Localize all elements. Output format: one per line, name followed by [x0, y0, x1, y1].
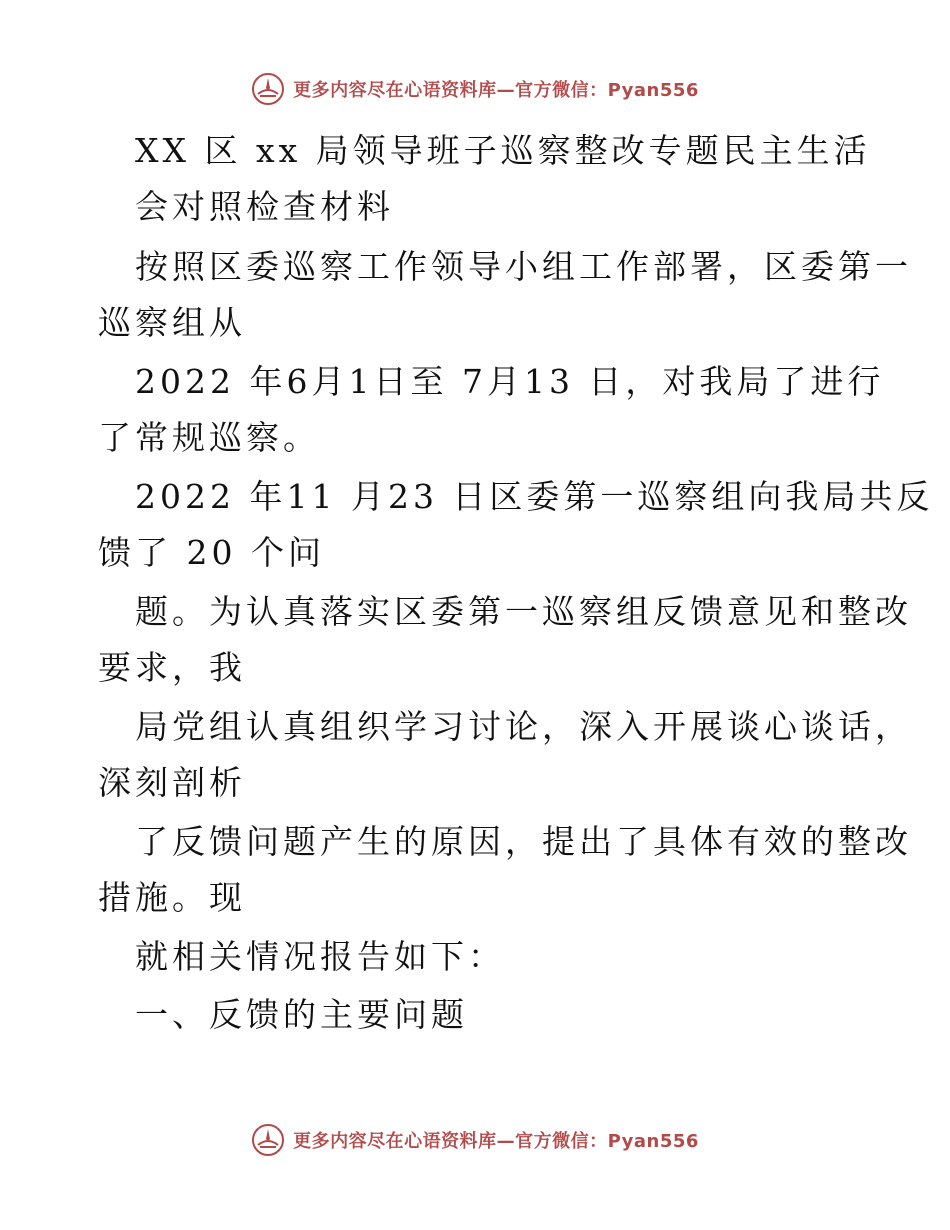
document-title-line-1: XX 区 xx 局领导班子巡察整改专题民主生活 [135, 131, 871, 170]
paragraph-line: 馈了 20 个问 [98, 533, 325, 572]
paragraph-line: 按照区委巡察工作领导小组工作部署，区委第一 [135, 247, 912, 286]
document-title-line-2: 会对照检查材料 [135, 187, 394, 226]
watermark-text: 更多内容尽在心语资料库—官方微信：Pyan556 [293, 80, 699, 101]
paragraph-line: 2022 年11 月23 日区委第一巡察组向我局共反 [135, 477, 934, 516]
paragraph-line: 巡察组从 [98, 303, 246, 342]
watermark-text: 更多内容尽在心语资料库—官方微信：Pyan556 [293, 1131, 699, 1152]
paragraph-line: 深刻剖析 [98, 763, 246, 802]
paragraph-line: 就相关情况报告如下： [135, 937, 505, 976]
paragraph-line: 要求，我 [98, 648, 246, 687]
book-quill-logo-icon [251, 1123, 285, 1157]
paragraph-line: 局党组认真组织学习讨论，深入开展谈心谈话， [135, 707, 912, 746]
paragraph-line: 措施。现 [98, 878, 246, 917]
watermark-header [0, 72, 950, 106]
section-heading: 一、反馈的主要问题 [135, 995, 468, 1034]
paragraph-line: 了常规巡察。 [98, 418, 320, 457]
paragraph-line: 了反馈问题产生的原因，提出了具体有效的整改 [135, 822, 912, 861]
book-quill-logo-icon [251, 72, 285, 106]
watermark-footer [0, 1123, 950, 1157]
paragraph-line: 2022 年6月1日至 7月13 日，对我局了进行 [135, 362, 885, 401]
paragraph-line: 题。为认真落实区委第一巡察组反馈意见和整改 [135, 592, 912, 631]
